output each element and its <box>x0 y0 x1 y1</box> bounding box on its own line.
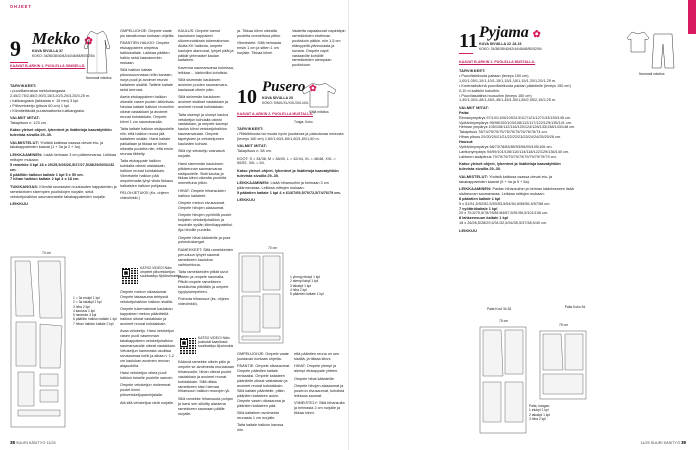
para: Taita etukappale halkion kohdalta oikeat vastakkain, halkion reunat kohdakkain. Viimeistele halkion pää ompelemalla lyhyt viisto tikkaus halkaisien halkion pohjassa. <box>120 159 173 188</box>
para: Ompele mekon sivusaumat. Ompele hihojen alasaumat. <box>178 201 226 210</box>
para: Harsi sisemmän kauluksen pitkäreunan saumanvaraa sisäpuolelle. Sidä kaulus ja tikkaa kiinni oikealta puolelta ommeltuna pitkin. <box>178 161 227 186</box>
pattern-size-line: KUVA SIVULLA 37 <box>32 49 64 53</box>
cutting-layout-diagram-11a <box>479 326 527 434</box>
pusero-column: TARVIKKEET: • Ribbitrikoota tai muuta hyvin joustavaa ja palautuvaa neulosta (leveys 160 cm) 1,60/1,60/1,60/1,60/1,60/1,60 m. VALMIIT MITAT: Takapituus n. 58 cm. KOOT: S = 34/36, M = 38/40, L = 42/44, XL = 46/48, XXL = 50/52, 3XL = 54. Katso yleiset ohjeet, lyhenteet ja lisätietoja kaavatyttöön tulevista sivuilla 29–30. LEIKKAAMINEN: Lisää hihansuihin ja helmaan 3 cm päärmevaraa. Leikkaa mittojen mukaan: 5 pääntien kaitale 1 kpl 4 x 61/67/69,5/70/72,5/74/76/79 cm. LEIKKUU <box>237 126 344 203</box>
measure-line: Takapituus 78/74/75/75/75/75/75/75/76/76/76/74 cm. <box>459 130 548 135</box>
para: Ompele hihat käänteille. <box>294 376 335 381</box>
legend-item: 5 ramekke 3 kpl <box>73 313 97 318</box>
sizes-text: KOOT: S = 34/36, M = 38/40, L = 42/44, XL = 46/48, XXL = 50/52, 3XL = 54. <box>237 156 336 166</box>
pattern-sizes: KOKO: 34/36/38/40/42/44/46/48/50/52/54 <box>32 54 95 58</box>
para: Sillä sisimmän kauluksen avoimet sisäiset vastakkain ja avoimet reunat kohdakkain. <box>178 95 229 110</box>
para: Taita ramekkeiden pitkät sivut yhteen ja ompele saumalla. Pitkät ompele ramekkeen keskikohta pitkittäin ja ompele rypytysompeleen. <box>178 269 229 294</box>
supply-item: • Kontrastivärinä puuvillatrikoota paidan pääntielle (leveys 150 cm) 0,10 m kaikkiin kokoihin. <box>459 83 571 93</box>
para: ja. Tikkaa kiinni oikealta puolelta ommeltuna pitkin. <box>237 29 282 38</box>
para: Viimeistele: Sillä helmasta ensin 1 cm ja sitten 1 cm nurjalle. Tikkaa kiinni. <box>237 41 282 56</box>
video-link[interactable]: KATSO VIDEO! Näin ompelet piilovetoketjun: suurikasityo.fi/piilovetoketju <box>140 266 182 279</box>
column-2b <box>120 290 176 408</box>
footer-left: 38 SUURI KÄSITYÖ 11/25 <box>10 440 56 445</box>
pattern-title-pyjama: Pyjama ✿ <box>479 24 541 41</box>
cutting-layout-diagram-11b <box>539 330 587 400</box>
para: HIHAT: Ompele hihansuiden halkion kaitaleet. <box>178 188 226 198</box>
para: Ompele hihat käänteille ja pura poimutuslangat. <box>178 235 231 245</box>
pattern-sheet-link-10[interactable]: KAAVAT A-ARKIN 2. PUOLELLA MUSTALLA. <box>237 112 313 116</box>
measure-line: Hihan pituus 20/20/20/21/21/22/22/23/23/24/24/25/25/26 cm. <box>459 135 562 140</box>
layout-label-11b: Paita Koko 54 <box>564 305 586 309</box>
para: Sillä kaitaleen avoimesta reunasta 1 cm nurjalle. <box>237 410 279 420</box>
supply-item: • Piilovetoketju (pituus 60 cm) 1 kpl. <box>10 103 70 108</box>
para: Ompele hihojen pyöröillä puolet korjaten vetoketjuhalkion ja muotoile sydän kiinnikappaleiksi. Aja hihoille puolella. <box>178 213 234 233</box>
para: Sillä nyt vetoketju vasnasuh nurjalle. <box>178 149 225 159</box>
pattern-title-pusero: Pusero ✿ <box>262 79 317 95</box>
para: Sillä halkion kaitale pituussuunnassa reilin kanssin, nurja puoli ja avoimet reunat kaitaleen sisällä. Taittele kaitale sekä kerrossi. <box>120 68 173 92</box>
layout-heading: LEIKKUU <box>10 201 28 207</box>
para: Vaatetta vapaakuosit napinläpin ramekkeiden etuthinan puoliskoin pätkin. niin 1,5 cm etäisyyellä yläreunasta ja sivusta. Ompele napit vastaaville kohdille ramekkeiden alempaan puoliskoon. <box>292 29 346 68</box>
supply-item: • puuvillamustaa mekkokangasta 2,45/2,75/2,85/2,90/3,15/3,20/3,20/3,25/3,25 m. <box>10 88 91 98</box>
prep-text: Yhdistä kaikissa osassa olevat etu- ja takakappaleiden kaavat (1 + 3a ja 2 + 3a). <box>10 140 104 150</box>
legend-item: 1 yhengi etukpl 1 kpl <box>290 275 321 279</box>
para: Kavenna saumanvaraa kulmissa, leikkaa ... kärkiviillot kohdista. <box>178 65 234 75</box>
prep-heading: VALMISTELUT: <box>10 139 40 145</box>
column-1 <box>10 84 118 209</box>
layout-legend-11 <box>529 404 550 421</box>
layout-label-11a: Paita Kool 34-52 <box>487 307 512 311</box>
general-note: Katso yleiset ohjeet, lyhenteet ja lisätietoja kaavatyttöön tulevista sivuilla 29–30. <box>10 128 112 138</box>
pattern-size-line-11: KUVA SIVUILLA 22 JA 23 <box>479 42 522 46</box>
supply-item: • Ribbitrikoota tai muuta hyvin joustavaa ja palautuvaa neulosta (leveys 160 cm) 1,60/1,60/1,60/1,60/1,60/1,60 m. <box>237 131 344 141</box>
para: PÄÄNTIE: Ompele olkasaumat. Ompele pääntien kaitale renkaaksi. Ompele kaitaleen pääntielle oikeat vastakkain ja avoimet reunat kohdakkain. Sillä kaitale pääntielle, pitkin pääntien kaitaleen aukin. Ompele vasen olkasauma ja pääntien kaitaleen pää. <box>237 364 291 408</box>
column-2 <box>120 29 176 204</box>
para: RAMEKKEET: Sillä ramekkeiden peruuluun lyhyet saumat ramekkeen kaulukun vaihtoehtona. <box>178 247 234 267</box>
flower-icon: ✿ <box>309 83 317 93</box>
cutting-layout-diagram <box>10 256 66 428</box>
para: Sillä ramekke hihansuuta pohjan ja harsi sen silloitty aiaraena ramekkeen saumaan päälle nurjalle. <box>178 396 233 416</box>
cut-item: 6 päälliön halkion kaitale 1 kpl 5 x 50 cm. <box>10 172 84 177</box>
video-qr-code-2[interactable] <box>179 338 196 355</box>
para: OMPELUOHJE: Ompele vaate jos tamattoman korkaan ohjeilla. <box>120 29 175 38</box>
cut-item: 7 hihan halkion kaitale 2 kpl 4 x 18 cm. <box>10 177 80 182</box>
column-3b <box>178 360 234 419</box>
divider <box>459 53 473 54</box>
legend-item: Paita, kangas: <box>529 404 550 408</box>
para: että pääntien reuna on sen sisällä, ja tikkaa kiinni. <box>294 352 340 361</box>
interfacing-heading: TUKIKANGAS: <box>10 183 39 189</box>
dress-sketch-icon <box>80 30 114 74</box>
measure-line: Paita: <box>459 110 470 115</box>
footer-right: 11/25 SUURI KÄSITYÖ 39 <box>640 440 686 445</box>
cut-text: Lisää helmaan 3 cm päärmevaraa. Leikkaa mittojen mukaan: <box>10 152 117 162</box>
pusero-sew-col-2 <box>294 352 346 418</box>
general-note: Katso yleiset ohjeet, lyhenteet ja lisätietoja kaavatyttöön tulevista sivuilla 29–30. <box>459 162 561 172</box>
legend-item: 5 pääntien kaitale 1 kpl <box>290 292 324 297</box>
measure-line: Lantionympärys 94/99/101/106/110/114/118/122/129/136/140 cm. <box>459 150 570 154</box>
column-3 <box>178 29 234 309</box>
measure-line: Housut: <box>459 140 474 145</box>
layout-heading: LEIKKUU <box>237 197 255 203</box>
legend-item: 3 takakpl 1 kpl <box>290 283 312 288</box>
pyjama-sketch-icon <box>627 30 677 70</box>
para: Taita kaitale halkion sisäpuolelle niin, että halkion reuna jää kaitaleen sisään. Harsi kaitale paikallaan ja tikkaa se kiinni oikealta puolelta niin, että ensin reunaa tikitetty. <box>120 127 175 156</box>
para: Sillä sisimmän kauluksen avoimen puolen saumanvara, kaulaosat oikein päin. <box>178 78 228 92</box>
pattern-sizes-11: KOKO: 34/36/38/40/42/44/46/48/50/52/54 <box>479 47 542 51</box>
para: VIIMEISTELY: Sillä hihansuita ja helmasta 2 cm nurjalle ja tikkaa kiinni. <box>294 401 345 416</box>
model-label-11: Normaali mitoitus <box>639 72 665 76</box>
para: PELOHJETUKSI (Ks. ohjeen videolinkki.) <box>120 191 169 201</box>
measure-line: Vyötärönympärys 95/98/100/103/108/112/117/122/129/135/141 cm. <box>459 120 573 125</box>
column-5-top <box>292 29 346 71</box>
video-link-2[interactable]: KATSO VIDEO! Näin puimutat kaavitusot: suurikasityo.fi/poimutus <box>198 336 234 349</box>
video-qr-code[interactable] <box>121 268 138 285</box>
layout-width: 70 cm <box>42 251 51 255</box>
cut-item: 5 ramekke 3 kpl 18 x 20/25,5/26/26,5/27/27,5/28/29/30/31/32 cm. <box>10 162 115 172</box>
para: OMPELUOHJE: Ompele vaate joustavan korkaan ohjeilla. <box>237 352 289 361</box>
measure-line: Lahkeen sisäpituus 79/79/79/79/79/79/79/79/79/79/79 cm. <box>459 154 557 159</box>
pyjama-column: TARVIKKEET: • Puuvillatrikoota paitaan (leveys 150 cm) 1,00/1,05/1,10/1,10/1,15/1,15/1,15/1,15/1,20/1,20/1,25 m. • Kontrastivärinä puuvillatrikoota paidan pääntielle (leveys 150 cm) 0,10 m kaikkiin kokoihin. • Puuvillasatiinia housuihin (leveys 150 cm) 1,40/1,40/1,45/1,45/1,45/1,45/1,50/1,55/2,05/2,15/2,25 m. VALMIIT MITAT: Paita: Rinnanympärys 97/101/105/109/113/117/121/127/133/139/145 cm. Vyötärönympärys 95/98/100/103/108/112/117/122/129/135/141 cm. Helman ympärys 105/108/112/116/120/124/128/133/138/143/148 cm. Takapituus 78/74/75/75/75/75/75/75/76/76/76/74 cm. Hihan pituus 20/20/20/21/21/22/22/23/23/24/24/25/25/26 cm. Housut: Vyötärönympärys 68/73/78/83/89/93/96/99/105/106 cm. Lantionympärys 94/99/101/106/110/114/118/122/129/136/140 cm. Lahkeen sisäpituus 79/79/79/79/79/79/79/79/79/79/79 cm. Katso yleiset ohjeet, lyhenteet ja lisätietoja kaavatyttöön tulevista sivuilla 29–30. VALMISTELUT: Yhdistä kaikissa osassa olevat etu- ja takakappaleiden kaavat (5 + 4a ja 5 + 5a). LEIKKAAMINEN: Paidan hihansuihin ja helman käänteeseen lisää sisäreunan saumavaraa. Leikkaa mittojen mukaan: 8 pääntien kaitale 1 kpl 5 x 51/51,5/52/52,5/53/53,5/54/54,5/55/56,5/57/58 cm. 7 vyötärökaitale 1 kpl 20 x 75,5/75,5/78/78/81/84/87,5/91/96,5/101/106 cm. 8 lahkeensuun kaitale 1 kpl 18 x 26/26,5/28/29,5/31/32,5/34/35,5/37/38,5/40 cm. LEIKKUU <box>459 68 576 233</box>
legend-item: 3 hiha 2 kpl <box>529 416 546 421</box>
para: PÄÄNTIEN HALKIO: Ompele etukappaleen ompelus halkiokaitale. Laikkaa päätien halkio sekä kaavamerkin mukaan. <box>120 41 170 65</box>
layout-width-11a: 75 cm <box>499 319 508 323</box>
cutting-layout-diagram-10 <box>238 252 284 344</box>
divider <box>10 62 28 63</box>
pattern-size-line-10: KUVA SIVULLA 20 <box>262 96 294 100</box>
supply-item: • Kiinnitettävää puutamattomia tukikangasta. <box>10 108 85 113</box>
measure-heading: VALMIIT MITAT: <box>10 114 40 120</box>
para: Taita sisempi ja ulompi kaulus vetoketjun kohdalla oikeat vastakkain, ja ompele kaumpi kaulus kiinni vetoketjuhalkion saumanvaraan. Ompele tapetyksen ja vetoketjumen kaulusten kohdat. <box>178 112 229 147</box>
fabric-note: Tunga: Koko. <box>294 120 314 124</box>
legend-item: 1 etukpl 1 kpl <box>529 408 549 413</box>
interfacing-text: Kiinnitä seuraavien kuukauden kappaleiden ja ramekkeiden sisempien puoliskojen nurjalle, sekä vetoketjuhalkion saumanvaralle takakappaleiden nurjalle. <box>10 184 117 199</box>
para: Alä sitä vetoketjua vielä nurjalle. <box>120 400 175 405</box>
para: Ompele vetoketjun molemmat puolet kiinni piilovetoketjupaininjalalla. <box>120 383 171 398</box>
legend-item: 4 hiha 2 kpl <box>290 287 307 292</box>
cut-item: 5 pääntien kaitale 1 kpl 4 x 61/67/69,5/70/72,5/74/76/79 cm. <box>237 190 341 195</box>
layout-width-10: 70 cm <box>268 246 277 250</box>
legend-item: 3 hiha 2 kpl <box>73 304 90 309</box>
top-sketch-icon <box>300 82 338 108</box>
para: KAULUS: Ompele tuenut kauluksen kappaleet ulkoreunoistaan tukematoman. Aloita KK halkiota, ompele kaulojen alareunat, lyhyet päät ja pätkät yhtenaiset kaulan kaitaleen. <box>178 29 234 63</box>
layout-width-11b: 75 cm <box>559 323 568 327</box>
legend-item: 7 hihan halkion kaitale 2 kpl <box>73 321 114 326</box>
layout-legend <box>73 296 117 326</box>
para: Harsi vetoketjun oikea puoli halkion toiselle puolelle samoin. <box>120 371 174 380</box>
measure-text: Takapituus n. 58 cm. <box>237 149 272 154</box>
section-label: OHJEET <box>10 4 32 9</box>
legend-item: 2 takakpl 1 kpl <box>529 412 551 417</box>
para: Käännä ramekke oikein päin ja ompele se avoimesta reunastaan hihansuulle, hihan oikeat puolet vastakkain ja avoimet reunat kohdakkain. Sillä ditsta ramekkeen sisin hiemaa hihansuun halkion reunojen yli. <box>178 360 234 394</box>
measure-text: Takapituus n. 123 cm. <box>10 120 47 125</box>
general-note: Katso yleiset ohjeet, lyhenteet ja lisätietoja kaavatyttöön tulevista sivuilla 29–30. <box>237 168 339 178</box>
supplies-heading: TARVIKKEET: <box>10 83 37 88</box>
pattern-number: 9 <box>10 36 21 61</box>
model-label-10: Väljä mitoitus <box>309 110 329 114</box>
legend-item: 1 = 3a etukpl 1 kpl <box>73 296 100 300</box>
para: Ompele hihojen alasaumat ja puseron sivusaumat, kohdista leikkaus saumat. <box>294 384 345 398</box>
layout-legend-10 <box>290 275 324 296</box>
supply-item: • Puuvillatrikoota paitaan (leveys 150 cm) 1,00/1,05/1,10/1,10/1,15/1,15/1,15/1,15/1,20/1,20/1,25 m. <box>459 73 557 83</box>
right-page <box>348 0 696 450</box>
para: Aseta etukappaleen halkion oikealle vasen puolen ääriviivaa. Neulaa kaitale halkion reunoihin oikeat vastakkain ja avoimet reunat kohdakkain. Ompele kiinni 1 cm saumavaralla. <box>120 95 175 124</box>
pattern-sheet-link[interactable]: KAAVAT B-ARKIN 1. PUOLELLA SINISELLÄ. <box>10 64 86 68</box>
flower-icon: ✿ <box>532 29 541 40</box>
para: Avaa vetoketju. Harsi vetoketjun vasen puoli vasemman takakappaleen vetoketjuhalkion saumanvaralle oikeat vastakkain. Vetoketjun hammasta osoittaa sivusaumaa kohti ja alkaa n. 1,2 cm kaulukan avoimen reunan alapuolella. <box>120 329 176 368</box>
para: Taita kaitale halkion kanssa niin. <box>237 423 284 433</box>
measure-line: Helman ympärys 105/108/112/116/120/124/128/133/138/143/148 cm. <box>459 125 576 130</box>
para: Ompele tukematomat kaulakan kappaleen mekon päänttiellä halkion oikeat vastakkain ja avoimet reunat kohdakkain. <box>120 307 173 326</box>
pusero-sew-col <box>237 352 291 436</box>
model-label: Normaali mitoitus <box>86 76 112 80</box>
pattern-sizes-10: KOKO: S/M/L/XL/XXL/3XL/4XL <box>262 101 309 105</box>
measure-line: Vyötärönympärys 68/73/78/83/89/93/96/99/105/106 cm. <box>459 145 553 150</box>
layout-heading: LEIKKUU <box>459 227 477 233</box>
legend-item: 2 alempi takpl 1 kpl <box>290 279 319 284</box>
pattern-sheet-link-11[interactable]: KAAVAT B-ARKIN 1. PUOLELLA MUSTALLA. <box>459 60 536 64</box>
cut-heading: LEIKKAAMINEN: <box>10 151 43 157</box>
legend-item: 2 = 3a takakpl 2 kpl <box>73 300 102 305</box>
legend-item: 6 päälliön halkion kaitale 1 kpl <box>73 317 117 322</box>
measure-line: Rinnanympärys 97/101/105/109/113/117/121/127/133/139/145 cm. <box>459 115 572 120</box>
para: Ompele mekon olkasaumat. Ompele takasauma tehtyssä vetoketjuhalkion halkion sisällä. <box>120 290 173 304</box>
column-4 <box>237 29 291 59</box>
pattern-number-11: 11 <box>459 30 478 52</box>
section-tab <box>688 0 696 34</box>
flower-icon: ✿ <box>84 36 93 47</box>
para: HIHAT: Ompele ylempi ja alempi etukappale yhteen. <box>294 364 339 374</box>
pattern-title: Mekko ✿ <box>32 29 93 48</box>
legend-item: 4 kauluus 1 kpl <box>73 308 95 313</box>
supply-item: • Puuvillasatiinia housuihin (leveys 150 cm) 1,40/1,40/1,45/1,45/1,45/1,45/1,50/1,55/2,05/2,15/2,25 m. <box>459 93 557 103</box>
pattern-number-10: 10 <box>237 86 257 108</box>
supply-item: • tukikangasta (lakkaista n. 15 mm) 3 kpl. <box>10 98 80 103</box>
para: Poimuta hihansuut (ks. ohjeen videolinkki). <box>178 297 230 306</box>
